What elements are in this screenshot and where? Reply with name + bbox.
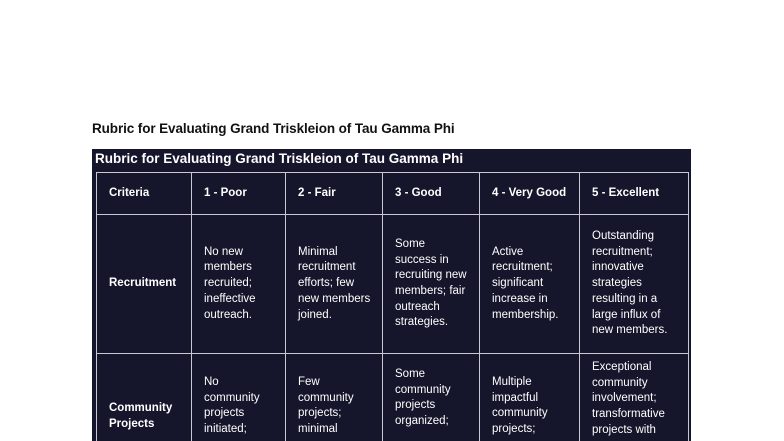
column-header-criteria: Criteria [97,173,192,215]
rubric-table [96,172,689,441]
cell-community-poor: No community projects initiated; [192,354,286,441]
column-header-excellent: 5 - Excellent [580,173,689,215]
cell-recruitment-good: Some success in recruiting new members; fair outreach strategies. [383,215,480,354]
table-row-recruitment [97,215,689,354]
cell-recruitment-very-good: Active recruitment; significant increase in membership. [480,215,580,354]
table-header-row [97,173,689,215]
column-header-good: 3 - Good [383,173,480,215]
document-title: Rubric for Evaluating Grand Triskleion of Tau Gamma Phi [92,121,455,136]
criterion-community-projects: Community Projects [97,354,192,441]
column-header-very-good: 4 - Very Good [480,173,580,215]
rubric-panel [92,149,691,441]
column-header-poor: 1 - Poor [192,173,286,215]
cell-community-good: Some community projects organized; [383,354,480,441]
criterion-recruitment: Recruitment [97,215,192,354]
table-row-community-projects [97,354,689,441]
cell-recruitment-poor: No new members recruited; ineffective outreach. [192,215,286,354]
column-header-fair: 2 - Fair [286,173,383,215]
cell-community-fair: Few community projects; minimal [286,354,383,441]
rubric-header: Rubric for Evaluating Grand Triskleion of Tau Gamma Phi [95,151,464,166]
cell-community-excellent: Exceptional community involvement; transformative projects with [580,354,689,441]
cell-recruitment-fair: Minimal recruitment efforts; few new members joined. [286,215,383,354]
cell-community-very-good: Multiple impactful community projects; [480,354,580,441]
cell-recruitment-excellent: Outstanding recruitment; innovative strategies resulting in a large influx of new members. [580,215,689,354]
